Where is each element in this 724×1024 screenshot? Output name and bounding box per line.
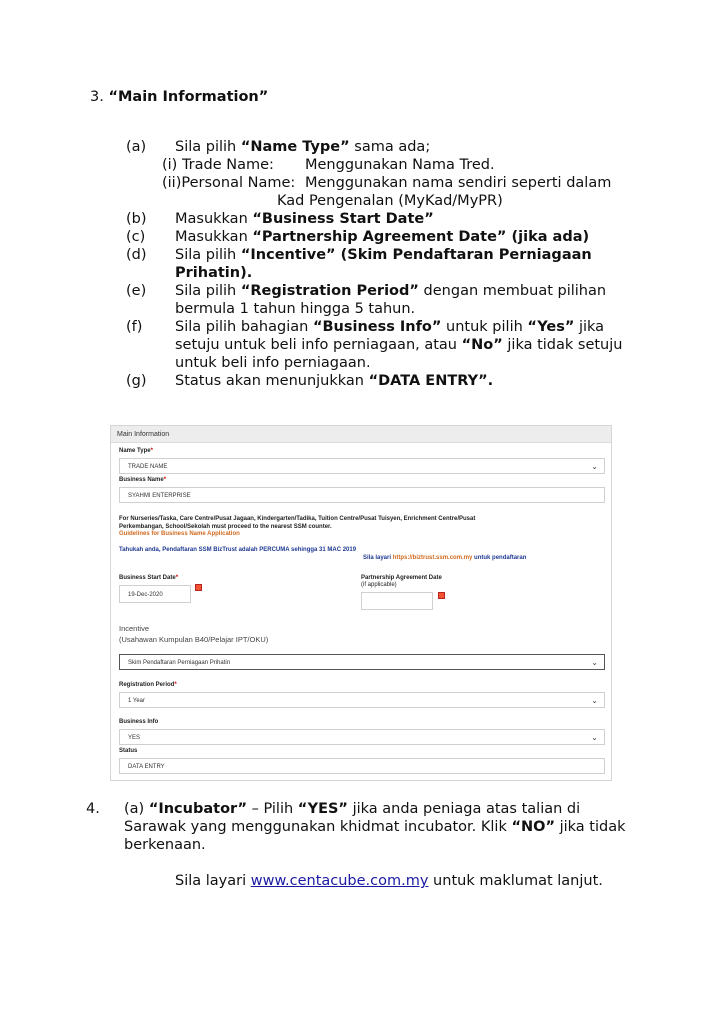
status-label: Status bbox=[119, 748, 138, 754]
section-4-number: 4. bbox=[86, 801, 100, 817]
business-name-input[interactable]: SYAHMI ENTERPRISE bbox=[119, 487, 605, 503]
item-a-ii-desc2: Kad Pengenalan (MyKad/MyPR) bbox=[277, 193, 503, 209]
chevron-down-icon: ⌄ bbox=[591, 462, 598, 471]
status-field: DATA ENTRY bbox=[119, 758, 605, 774]
section-4-line2: Sarawak yang menggunakan khidmat incubator. Klik “NO” jika tidak bbox=[124, 819, 626, 835]
item-a-ii-desc: Menggunakan nama sendiri seperti dalam bbox=[305, 175, 612, 191]
calendar-icon[interactable] bbox=[195, 584, 202, 591]
business-info-select[interactable]: YES ⌄ bbox=[119, 729, 605, 745]
item-f-line3: untuk beli info perniagaan. bbox=[175, 355, 371, 371]
registration-period-select[interactable]: 1 Year ⌄ bbox=[119, 692, 605, 708]
section-4-line3: berkenaan. bbox=[124, 837, 206, 853]
nurseries-note-line2: Perkembangan, School/Sekolah must proceed to the nearest SSM counter. bbox=[119, 523, 332, 530]
biztrust-visit: Sila layari https://biztrust.ssm.com.my untuk pendaftaran bbox=[363, 555, 527, 561]
main-information-form bbox=[110, 425, 612, 781]
section-4-visit: Sila layari www.centacube.com.my untuk maklumat lanjut. bbox=[175, 873, 603, 889]
guidelines-link[interactable]: Guidelines for Business Name Application bbox=[119, 531, 240, 537]
incentive-select[interactable]: Skim Pendaftaran Perniagaan Prihatin ⌄ bbox=[119, 654, 605, 670]
partnership-date-sub: (if applicable) bbox=[361, 582, 397, 588]
chevron-down-icon: ⌄ bbox=[591, 733, 598, 742]
biztrust-notice: Tahukah anda, Pendaftaran SSM BizTrust adalah PERCUMA sehingga 31 MAC 2019 bbox=[119, 547, 357, 553]
incentive-label: Incentive bbox=[119, 624, 150, 633]
item-a-ii: (ii)Personal Name: bbox=[162, 175, 296, 191]
start-date-input[interactable]: 19-Dec-2020 bbox=[119, 585, 191, 603]
section-3-heading bbox=[90, 88, 268, 106]
section-number: 3. bbox=[90, 89, 104, 105]
calendar-icon[interactable] bbox=[438, 592, 445, 599]
chevron-down-icon: ⌄ bbox=[591, 658, 598, 667]
item-a-i: (i) Trade Name: bbox=[162, 157, 274, 173]
section-title: “Main Information” bbox=[108, 89, 269, 105]
name-type-select[interactable]: TRADE NAME ⌄ bbox=[119, 458, 605, 474]
centacube-link[interactable]: www.centacube.com.my bbox=[250, 873, 429, 889]
start-date-label: Business Start Date* bbox=[119, 575, 179, 581]
nurseries-note-line1: For Nurseries/Taska, Care Centre/Pusat Jagaan, Kindergarten/Tadika, Tuition Centre/Pusat Tuisyen, Enrichment Centre/Pusat bbox=[119, 516, 476, 522]
chevron-down-icon: ⌄ bbox=[591, 696, 598, 705]
item-f-line2: setuju untuk beli info perniagaan, atau “No” jika tidak setuju bbox=[175, 337, 623, 353]
partnership-date-input[interactable] bbox=[361, 592, 433, 610]
biztrust-link[interactable]: https://biztrust.ssm.com.my bbox=[392, 555, 473, 561]
form-header: Main Information bbox=[111, 426, 611, 443]
item-a-i-desc: Menggunakan Nama Tred. bbox=[305, 157, 495, 173]
name-type-label: Name Type* bbox=[119, 448, 153, 454]
item-e-line2: bermula 1 tahun hingga 5 tahun. bbox=[175, 301, 416, 317]
partnership-date-label: Partnership Agreement Date bbox=[361, 575, 442, 581]
business-info-label: Business Info bbox=[119, 719, 159, 725]
incentive-sub: (Usahawan Kumpulan B40/Pelajar IPT/OKU) bbox=[119, 635, 269, 644]
business-name-label: Business Name* bbox=[119, 477, 167, 483]
item-d-line2: Prihatin). bbox=[175, 265, 253, 281]
section-4-line1: (a) “Incubator” – Pilih “YES” jika anda peniaga atas talian di bbox=[124, 801, 581, 817]
registration-period-label: Registration Period* bbox=[119, 682, 177, 688]
